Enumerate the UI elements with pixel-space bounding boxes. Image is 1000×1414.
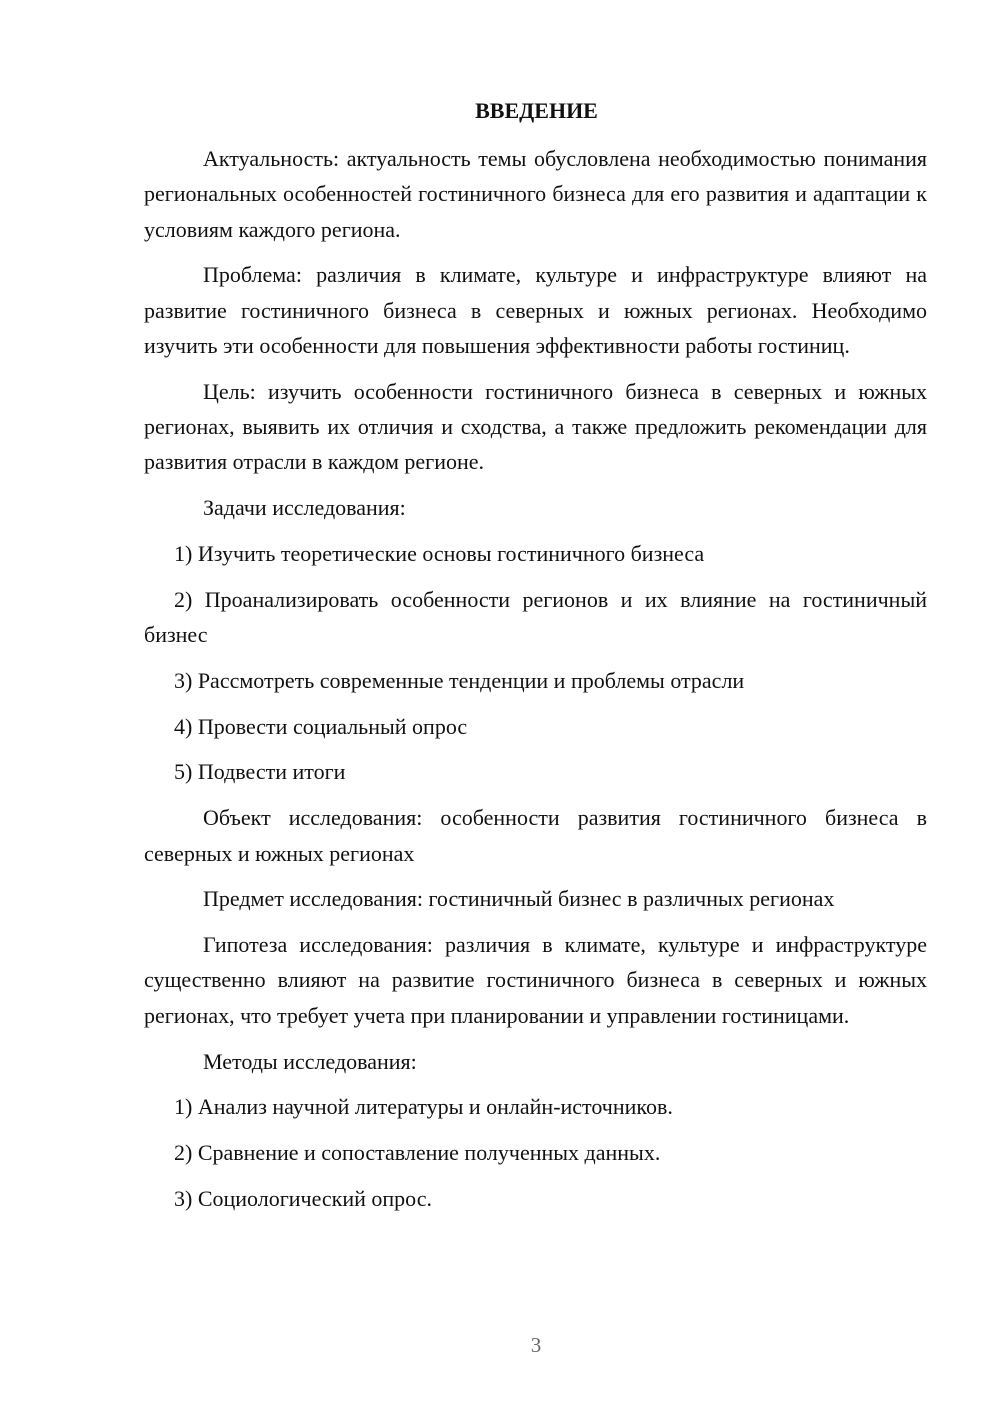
section-title: ВВЕДЕНИЕ bbox=[475, 98, 598, 123]
method-item-1: 1) Анализ научной литературы и онлайн-источников. bbox=[174, 1094, 673, 1120]
page-number: 3 bbox=[530, 1333, 542, 1357]
task-item-3: 3) Рассмотреть современные тенденции и проблемы отрасли bbox=[174, 667, 745, 693]
goal-paragraph: Цель: изучить особенности гостиничного бизнеса в северных и южных регионах, выявить их отличия и сходства, а также предложить рекомендации для развития отрасли в каждом регионе. bbox=[144, 378, 927, 475]
subject-paragraph: Предмет исследования: гостиничный бизнес в различных регионах bbox=[203, 886, 835, 912]
methods-heading: Методы исследования: bbox=[203, 1048, 417, 1074]
method-item-2: 2) Сравнение и сопоставление полученных данных. bbox=[174, 1140, 661, 1166]
object-paragraph: Объект исследования: особенности развития гостиничного бизнеса в северных и южных регионах bbox=[144, 805, 927, 866]
tasks-heading: Задачи исследования: bbox=[203, 495, 406, 521]
problem-paragraph: Проблема: различия в климате, культуре и инфраструктуре влияют на развитие гостиничного бизнеса в северных и южных регионах. Необходимо изучить эти особенности для повышения эффективности работы гостиниц. bbox=[144, 262, 927, 358]
method-item-3: 3) Социологический опрос. bbox=[174, 1185, 432, 1211]
task-item-4: 4) Провести социальный опрос bbox=[174, 713, 468, 739]
task-item-2: 2) Проанализировать особенности регионов и их влияние на гостиничный бизнес bbox=[144, 586, 927, 648]
task-item-5: 5) Подвести итоги bbox=[174, 759, 346, 785]
hypothesis-paragraph: Гипотеза исследования: различия в климате, культуре и инфраструктуре существенно влияют на развитие гостиничного бизнеса в северных и южных регионах, что требует учета при планировании и управлении гостиницами. bbox=[144, 932, 927, 1028]
document-body bbox=[144, 94, 927, 1227]
relevance-paragraph: Актуальность: актуальность темы обусловлена необходимостью понимания региональных особенностей гостиничного бизнеса для его развития и адаптации к условиям каждого региона. bbox=[144, 146, 927, 242]
task-item-1: 1) Изучить теоретические основы гостиничного бизнеса bbox=[174, 540, 705, 566]
